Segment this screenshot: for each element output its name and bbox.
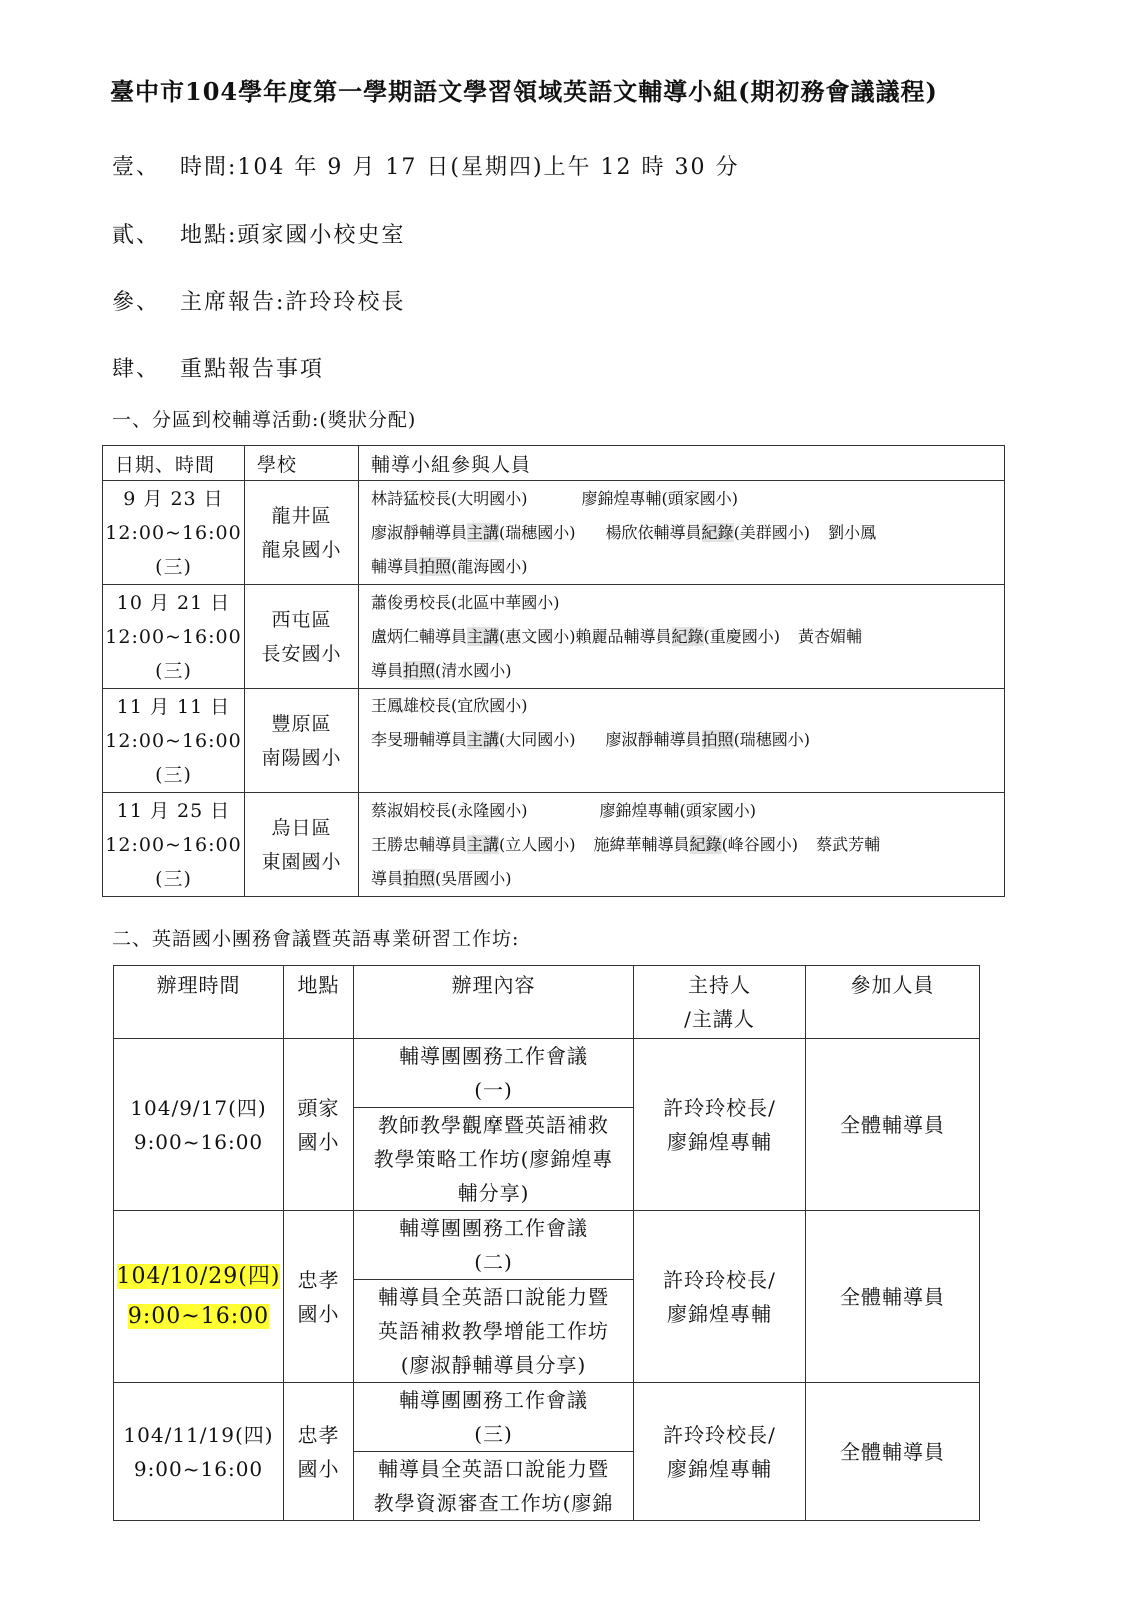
role-photographer: 拍照: [403, 660, 436, 680]
table-row: [103, 585, 1005, 689]
highlighted-time: 9:00~16:00: [127, 1303, 270, 1329]
workshop-place: 忠孝 國小: [284, 1211, 354, 1383]
header-members: 輔導小組參與人員: [359, 446, 1005, 481]
workshop-place: 頭家 國小: [284, 1039, 354, 1211]
table-row: [114, 1211, 980, 1280]
header-date: 日期、時間: [103, 446, 245, 481]
header-time: 辦理時間: [114, 966, 284, 1039]
workshop-session: 輔導員全英語口說能力暨 英語補救教學增能工作坊 (廖淑靜輔導員分享): [354, 1280, 634, 1383]
section-number: 貳、: [112, 223, 161, 248]
workshop-meeting: 輔導團團務工作會議 (二): [354, 1211, 634, 1280]
visit-members: 蔡淑娟校長(永隆國小) 廖錦煌專輔(頭家國小) 王勝忠輔導員主講(立人國小) 施緯華輔導員紀錄(峰谷國小) 蔡武芳輔 導員拍照(吳厝國小): [359, 793, 1005, 897]
visit-members: 林詩猛校長(大明國小) 廖錦煌專輔(頭家國小) 廖淑靜輔導員主講(瑞穗國小) 楊欣依輔導員紀錄(美群國小) 劉小鳳 輔導員拍照(龍海國小): [359, 481, 1005, 585]
section-location: [112, 218, 405, 249]
table-row: [103, 689, 1005, 793]
section-key-reports: [112, 352, 324, 383]
table-row: [114, 1039, 980, 1108]
section-time: [112, 150, 740, 181]
role-photographer: 拍照: [419, 556, 452, 576]
workshop-attendees: 全體輔導員: [806, 1211, 980, 1383]
visit-school: 烏日區 東園國小: [245, 793, 359, 897]
table-row: [103, 793, 1005, 897]
subsection-visits: 一、分區到校輔導活動:(獎狀分配): [112, 409, 417, 431]
visit-members: 王鳳雄校長(宜欣國小) 李旻珊輔導員主講(大同國小) 廖淑靜輔導員拍照(瑞穗國小): [359, 689, 1005, 793]
workshops-table: [113, 965, 980, 1521]
workshop-place: 忠孝 國小: [284, 1383, 354, 1521]
role-recorder: 紀錄: [701, 522, 734, 542]
table-header-row: [103, 446, 1005, 481]
header-host: 主持人 /主講人: [634, 966, 806, 1039]
visit-school: 龍井區 龍泉國小: [245, 481, 359, 585]
role-recorder: 紀錄: [671, 626, 704, 646]
workshop-host: 許玲玲校長/ 廖錦煌專輔: [634, 1383, 806, 1521]
visit-date: 10 月 21 日 12:00~16:00 (三): [103, 585, 245, 689]
workshop-time: [114, 1211, 284, 1383]
header-place: 地點: [284, 966, 354, 1039]
workshop-time: 104/9/17(四) 9:00~16:00: [114, 1039, 284, 1211]
table-row: [103, 481, 1005, 585]
workshop-meeting: 輔導團團務工作會議 (三): [354, 1383, 634, 1452]
workshop-host: 許玲玲校長/ 廖錦煌專輔: [634, 1211, 806, 1383]
section-text: 時間:104 年 9 月 17 日(星期四)上午 12 時 30 分: [180, 155, 740, 180]
section-text: 重點報告事項: [180, 357, 325, 382]
table-row: [114, 1383, 980, 1452]
role-speaker: 主講: [467, 730, 500, 749]
workshop-attendees: 全體輔導員: [806, 1039, 980, 1211]
highlighted-date: 104/10/29(四): [116, 1263, 281, 1289]
visit-school: 西屯區 長安國小: [245, 585, 359, 689]
document-title: 臺中市104學年度第一學期語文學習領域英語文輔導小組(期初務會議議程): [110, 77, 938, 106]
workshop-attendees: 全體輔導員: [806, 1383, 980, 1521]
visit-members: 蕭俊勇校長(北區中華國小) 盧炳仁輔導員主講(惠文國小)賴麗品輔導員紀錄(重慶國小) 黃杏媚輔 導員拍照(清水國小): [359, 585, 1005, 689]
workshop-time: 104/11/19(四) 9:00~16:00: [114, 1383, 284, 1521]
role-speaker: 主講: [467, 522, 500, 542]
visit-school: 豐原區 南陽國小: [245, 689, 359, 793]
section-number: 肆、: [112, 357, 161, 382]
header-content: 辦理內容: [354, 966, 634, 1039]
visits-table: [102, 445, 1005, 897]
visit-date: 9 月 23 日 12:00~16:00 (三): [103, 481, 245, 585]
role-speaker: 主講: [467, 626, 500, 646]
header-attendees: 參加人員: [806, 966, 980, 1039]
header-school: 學校: [245, 446, 359, 481]
table-header-row: [114, 966, 980, 1039]
role-speaker: 主講: [467, 834, 500, 854]
section-chair-report: [112, 285, 405, 316]
section-number: 參、: [112, 290, 161, 315]
workshop-session: 輔導員全英語口說能力暨 教學資源審查工作坊(廖錦: [354, 1452, 634, 1521]
visit-date: 11 月 11 日 12:00~16:00 (三): [103, 689, 245, 793]
workshop-session: 教師教學觀摩暨英語補救 教學策略工作坊(廖錦煌專 輔分享): [354, 1108, 634, 1211]
section-text: 主席報告:許玲玲校長: [180, 290, 406, 315]
role-recorder: 紀錄: [689, 834, 722, 854]
section-number: 壹、: [112, 155, 161, 180]
role-photographer: 拍照: [701, 730, 734, 749]
subsection-workshops: 二、英語國小團務會議暨英語專業研習工作坊:: [112, 928, 520, 950]
workshop-meeting: 輔導團團務工作會議 (一): [354, 1039, 634, 1108]
visit-date: 11 月 25 日 12:00~16:00 (三): [103, 793, 245, 897]
section-text: 地點:頭家國小校史室: [180, 223, 406, 248]
role-photographer: 拍照: [403, 868, 436, 888]
workshop-host: 許玲玲校長/ 廖錦煌專輔: [634, 1039, 806, 1211]
